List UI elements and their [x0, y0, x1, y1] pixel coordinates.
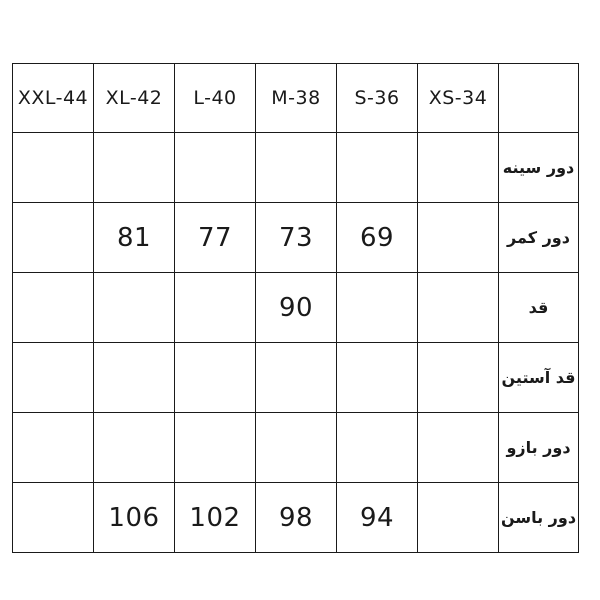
- table-row-waist: [13, 203, 579, 273]
- table-row-hip: [13, 483, 579, 553]
- column-header-xs-34: XS-34: [418, 64, 499, 133]
- table-cell: [175, 343, 256, 413]
- table-cell: [418, 413, 499, 483]
- table-cell: [175, 413, 256, 483]
- row-label-waist: دور کمر: [499, 203, 579, 273]
- table-cell: [94, 133, 175, 203]
- table-cell: [418, 133, 499, 203]
- table-cell: 73: [256, 203, 337, 273]
- table-cell: [256, 133, 337, 203]
- table-cell: 98: [256, 483, 337, 553]
- row-label-length: قد: [499, 273, 579, 343]
- table-cell: 81: [94, 203, 175, 273]
- column-header-corner: [499, 64, 579, 133]
- size-chart-table: [12, 63, 579, 553]
- table-cell: [418, 273, 499, 343]
- table-cell: [13, 483, 94, 553]
- column-header-xxl-44: XXL-44: [13, 64, 94, 133]
- column-header-s-36: S-36: [337, 64, 418, 133]
- table-cell: [175, 133, 256, 203]
- table-row-arm: [13, 413, 579, 483]
- table-row-sleeve-length: [13, 343, 579, 413]
- table-cell: [13, 203, 94, 273]
- row-label-hip: دور باسن: [499, 483, 579, 553]
- table-cell: [256, 413, 337, 483]
- table-cell: [337, 133, 418, 203]
- table-cell: [94, 343, 175, 413]
- table-cell: [256, 343, 337, 413]
- table-cell: [175, 273, 256, 343]
- table-cell: [337, 413, 418, 483]
- table-cell: 106: [94, 483, 175, 553]
- table-cell: [337, 273, 418, 343]
- row-label-chest: دور سینه: [499, 133, 579, 203]
- table-cell: 69: [337, 203, 418, 273]
- table-cell: 90: [256, 273, 337, 343]
- column-header-xl-42: XL-42: [94, 64, 175, 133]
- table-row-length: [13, 273, 579, 343]
- table-cell: [418, 483, 499, 553]
- table-cell: [418, 203, 499, 273]
- table-cell: 102: [175, 483, 256, 553]
- table-cell: [94, 413, 175, 483]
- table-cell: 94: [337, 483, 418, 553]
- table-cell: [13, 343, 94, 413]
- table-row-chest: [13, 133, 579, 203]
- table-cell: [94, 273, 175, 343]
- table-cell: [13, 413, 94, 483]
- table-cell: [13, 273, 94, 343]
- table-cell: [418, 343, 499, 413]
- column-header-l-40: L-40: [175, 64, 256, 133]
- row-label-arm: دور بازو: [499, 413, 579, 483]
- table-cell: [13, 133, 94, 203]
- column-header-m-38: M-38: [256, 64, 337, 133]
- row-label-sleeve-length: قد آستین: [499, 343, 579, 413]
- table-cell: [337, 343, 418, 413]
- table-cell: 77: [175, 203, 256, 273]
- header-row: [13, 64, 579, 133]
